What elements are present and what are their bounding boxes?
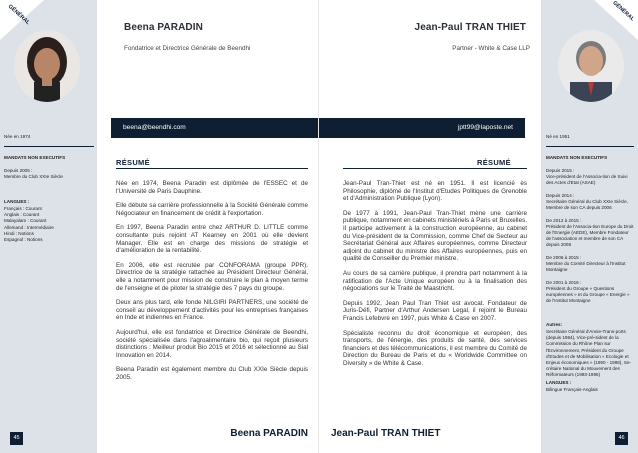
jean-paul-languages-text: Bilingue Français-Anglais <box>546 387 598 392</box>
right-page <box>319 0 638 453</box>
beena-languages-title: LANGUES : <box>4 199 30 204</box>
jean-paul-email[interactable]: jptt99@laposte.net <box>319 118 525 138</box>
jean-paul-languages-title: LANGUES : <box>546 380 572 385</box>
beena-paragraph: En 1997, Beena Paradin entre chez ARTHUR D. LITTLE comme consultante puis rejoint AT Kearney en 2001 où elle devient Manager. Elle est en charge des missions de stratégie et d'amélioration de la rentabilité. <box>116 224 308 255</box>
jean-paul-paragraph: Jean-Paul Tran-Thiet est né en 1951. Il est licencié ès Philosophie, diplômé de l'Institut d'Etudes Politiques de Grenoble et d'Administration Publique (Lyon). <box>343 180 527 203</box>
jean-paul-mandates <box>546 155 634 161</box>
jean-paul-other-title: Autres: <box>546 322 563 327</box>
beena-languages-text: Français : Courant Anglais : Courant Malayalam : Courant Allemand : Intermédiaire Hindi : Notions Espagnol : Notions <box>4 206 54 243</box>
beena-mandates-title: MANDATS NON EXECUTIFS <box>4 155 66 160</box>
beena-email[interactable]: beena@beendhi.com <box>111 118 319 138</box>
jean-paul-paragraph: Spécialiste reconnu du droit économique et européen, des transports, de l'énergie, des produits de santé, des services financiers et des télécommunications, il est membre du Comité de Direction du Bureau de Paris et du « Worldwide Committee on Diversity » de White & Case. <box>343 329 527 367</box>
right-footer-name: Jean-Paul TRAN THIET <box>331 428 441 439</box>
jean-paul-resume-body <box>343 180 527 374</box>
left-resume-rule <box>116 168 308 169</box>
jean-paul-other-text: Secrétaire Général d'Annie-Trans-ports (depuis 1984), Vice-pré-sident de la Commission du Rhône Plan sur l'Environnement, Président du Groupe d'Etudes et de Mobilisation « Ecologie et Enjeux économiques » (1990 - 1998), Se-crétaire National du Mouvement des Réformateurs (1993-1995) <box>546 329 632 378</box>
jean-paul-paragraph: Au cours de sa carrière publique, il prendra part notamment à la ratification de l'Acte Unique européen ou à la finalisation des négociations sur le Traité de Maastricht. <box>343 269 527 293</box>
beena-paragraph: Aujourd'hui, elle est fondatrice et Directrice Générale de Beendhi, société spécialisée dans l'agroalimentaire bio, qui reçoit plusieurs distinctions : Meilleur produit Bio 2015 et 2016 et sélectionné au Sial Innovation en 2014. <box>116 328 308 359</box>
jean-paul-paragraph: De 1977 à 1991, Jean-Paul Tran-Thiet mène une carrière publique, notamment en cabinets ministériels à Paris et Bruxelles. Il participe activement à la construction européenne, au cabinet du Vice-président de la Commission, comme Chef de Secteur au Secrétariat Général aux Affaires européennes, comme Directeur adjoint du cabinet du ministre des Affaires européennes, puis en qualité de Conseiller du Premier ministre. <box>343 209 527 263</box>
right-side-rule <box>546 146 634 147</box>
left-page-number: 45 <box>10 432 23 445</box>
jean-paul-mandates-text: Depuis 2015 : Vice-président de l'Associa-tion de Suivi des Actes d'Etat (ASAE) Depuis 2014 : Secrétaire Général du Club XXIe Siècle, Membre de son CA depuis 2006 De 2012 à 2015 : Président de l'Associa-tion Europe du Droit de l'Energie (AEDE), Membre Fondateur de l'association et membre de son CA depuis 2008 De 2006 à 2015 : Membre du Comité Directeur à l'Institut Montaigne De 2001 à 2016 : Président du Groupe « Questions européennes » et du Groupe « Energie » de l'Institut Montaigne <box>546 168 634 304</box>
beena-name: Beena PARADIN <box>124 22 203 33</box>
jean-paul-portrait <box>558 30 624 102</box>
left-corner-label: GÉNÉRAL <box>6 3 31 27</box>
beena-resume-body <box>116 180 308 388</box>
jean-paul-languages <box>546 380 634 386</box>
beena-mandates <box>4 155 94 161</box>
beena-role: Fondatrice et Directrice Générale de Beendhi <box>124 45 251 52</box>
beena-paragraph: Beena Paradin est également membre du Club XXIe Siècle depuis 2005. <box>116 366 308 381</box>
jean-paul-paragraph: Depuis 1992, Jean Paul Tran Thiet est avocat. Fondateur de Juris-Défi, Partner d'Arthur Andersen Legal, il rejoint le Bureau Francis Lefebvre en 1997, puis White & Case en 2007. <box>343 299 527 322</box>
beena-paragraph: Elle débute sa carrière professionnelle à la Société Générale comme Négociateur en financement de crédit à l'exportation. <box>116 202 308 217</box>
jean-paul-other <box>546 322 634 328</box>
left-footer-name: Beena PARADIN <box>230 428 308 439</box>
beena-resume-heading: RÉSUMÉ <box>116 158 150 167</box>
jean-paul-born: Né en 1951 <box>546 134 570 139</box>
beena-mandates-text: Depuis 2005 : Membre du Club XXIe Siècle <box>4 168 63 180</box>
right-resume-rule <box>343 168 527 169</box>
beena-born: Née en 1974 <box>4 134 31 139</box>
left-side-rule <box>4 146 94 147</box>
beena-paragraph: Née en 1974, Beena Paradin est diplômée de l'ESSEC et de l'Université de Paris Dauphine. <box>116 180 308 195</box>
right-corner-label: GÉNÉRAL <box>611 0 636 23</box>
jean-paul-role: Partner - White & Case LLP <box>452 45 530 52</box>
beena-paragraph: Deux ans plus tard, elle fonde NILGIRI PARTNERS, une société de conseil au développement d'activités pour les entreprises françaises en Inde et indiennes en France. <box>116 299 308 322</box>
jean-paul-resume-heading: RÉSUMÉ <box>477 158 511 167</box>
beena-portrait <box>14 30 80 102</box>
right-page-number: 46 <box>615 432 628 445</box>
beena-languages <box>4 199 94 205</box>
jean-paul-mandates-title: MANDATS NON EXECUTIFS <box>546 155 608 160</box>
jean-paul-name: Jean-Paul TRAN THIET <box>414 22 526 33</box>
beena-paragraph: En 2006, elle est recrutée par CONFORAMA (groupe PPR). Directrice de la stratégie rattachée au Président Directeur Général, elle a notamment pour mission de construire le plan à moyen terme de l'enseigne et de piloter la stratégie des 7 pays du groupe. <box>116 261 308 292</box>
